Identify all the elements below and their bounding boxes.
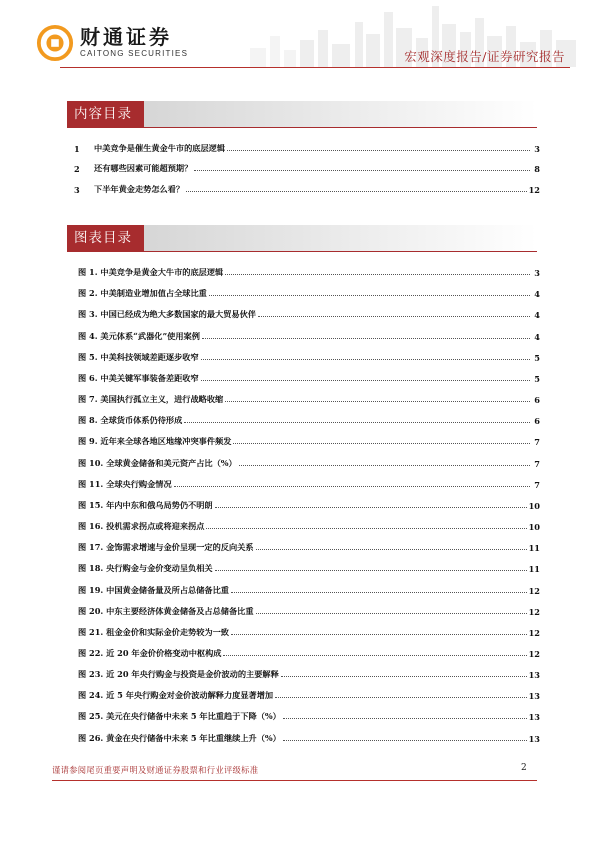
- figure-entry-page: 5: [534, 373, 540, 384]
- contents-heading-gradient: [144, 101, 537, 127]
- logo-emblem-icon: [36, 24, 74, 62]
- figures-heading-label: 图表目录: [67, 225, 144, 251]
- figure-entry-title: 图 24. 近 5 年央行购金对金价波动解释力度显著增加: [78, 690, 274, 701]
- figure-entry-page: 5: [534, 352, 540, 363]
- figure-entry-title: 图 21. 租金金价和实际金价走势较为一致: [78, 626, 229, 637]
- figure-leader-dots: [283, 718, 527, 719]
- figure-leader-dots: [174, 486, 530, 487]
- figure-leader-dots: [233, 443, 530, 444]
- figure-leader-dots: [225, 274, 530, 275]
- figure-entry[interactable]: [78, 405, 540, 426]
- figure-leader-dots: [231, 634, 527, 635]
- figure-entry-title: 图 26. 黄金在央行储备中未来 5 年比重继续上升（%）: [78, 732, 281, 743]
- figure-entry[interactable]: [78, 299, 540, 320]
- figure-entry-page: 10: [528, 522, 540, 533]
- figure-entry-title: 图 1. 中美竞争是黄金大牛市的底层逻辑: [78, 267, 224, 278]
- figure-entry-page: 4: [534, 289, 540, 300]
- figure-leader-dots: [184, 422, 530, 423]
- figure-leader-dots: [201, 380, 530, 381]
- figure-leader-dots: [283, 740, 527, 741]
- figure-entry-title: 图 17. 金饰需求增速与金价呈现一定的反向关系: [78, 542, 254, 553]
- figure-entry-page: 11: [528, 564, 540, 575]
- figure-entry[interactable]: [78, 384, 540, 405]
- contents-heading: [67, 101, 537, 127]
- figure-entry-page: 4: [534, 331, 540, 342]
- company-logo: [36, 24, 188, 62]
- figure-entry[interactable]: [78, 490, 540, 511]
- figure-entry-page: 12: [528, 648, 540, 659]
- toc-entry[interactable]: [74, 154, 540, 175]
- figure-entry[interactable]: [78, 278, 540, 299]
- figure-leader-dots: [215, 507, 527, 508]
- figure-entry-title: 图 6. 中美关键军事装备差距收窄: [78, 372, 199, 383]
- toc-leader-dots: [186, 191, 527, 192]
- logo-english-name: CAITONG SECURITIES: [80, 49, 189, 58]
- toc-entry-title: 中美竞争是催生黄金牛市的底层逻辑: [94, 142, 226, 153]
- figure-leader-dots: [201, 359, 530, 360]
- figure-entry-page: 13: [528, 691, 540, 702]
- figure-entry[interactable]: [78, 596, 540, 617]
- figure-entry[interactable]: [78, 447, 540, 468]
- toc-entry-number: 2: [74, 164, 80, 175]
- toc-leader-dots: [227, 150, 530, 151]
- report-type-label: 宏观深度报告/证券研究报告: [404, 49, 565, 64]
- figure-entry[interactable]: [78, 553, 540, 574]
- figure-leader-dots: [223, 655, 526, 656]
- figure-entry[interactable]: [78, 363, 540, 384]
- figure-entry[interactable]: [78, 342, 540, 363]
- toc-entry-page: 8: [534, 164, 540, 175]
- figure-entry-title: 图 10. 全球黄金储备和美元资产占比（%）: [78, 457, 237, 468]
- figure-leader-dots: [225, 401, 530, 402]
- figure-entry-page: 11: [528, 543, 540, 554]
- figure-entry-page: 7: [534, 458, 540, 469]
- toc-leader-dots: [194, 170, 530, 171]
- figure-leader-dots: [239, 465, 530, 466]
- footer-divider: [52, 780, 537, 781]
- figure-entry-title: 图 11. 全球央行购金情况: [78, 478, 172, 489]
- figure-entry-title: 图 5. 中美科技领域差距逐步收窄: [78, 351, 199, 362]
- figure-entry-title: 图 16. 投机需求拐点或将迎来拐点: [78, 521, 205, 532]
- figure-entry-title: 图 2. 中美制造业增加值占全球比重: [78, 288, 207, 299]
- figure-entry[interactable]: [78, 680, 540, 701]
- toc-entry-number: 3: [74, 184, 80, 195]
- figure-entry-page: 7: [534, 437, 540, 448]
- figure-entry-page: 13: [528, 670, 540, 681]
- figure-entry[interactable]: [78, 257, 540, 278]
- figures-heading-gradient: [144, 225, 537, 251]
- footer-disclaimer: 谨请参阅尾页重要声明及财通证券股票和行业评级标准: [52, 765, 259, 775]
- figure-entry[interactable]: [78, 532, 540, 553]
- figure-entry[interactable]: [78, 659, 540, 680]
- figure-entry-title: 图 9. 近年来全球各地区地缘冲突事件频发: [78, 436, 232, 447]
- figure-entry-title: 图 19. 中国黄金储备量及所占总储备比重: [78, 584, 229, 595]
- figure-entry[interactable]: [78, 469, 540, 490]
- figure-leader-dots: [256, 549, 527, 550]
- figure-entry-title: 图 8. 全球货币体系仍待形成: [78, 415, 183, 426]
- figure-entry[interactable]: [78, 320, 540, 341]
- figure-entry[interactable]: [78, 426, 540, 447]
- figure-entry-title: 图 20. 中东主要经济体黄金储备及占总储备比重: [78, 605, 254, 616]
- figure-leader-dots: [209, 295, 530, 296]
- figure-entry-page: 10: [528, 500, 540, 511]
- figure-entry-title: 图 23. 近 20 年央行购金与投资是金价波动的主要解释: [78, 669, 279, 680]
- figures-heading-rule: [67, 251, 537, 252]
- figure-entry-page: 13: [528, 712, 540, 723]
- toc-entry-page: 3: [534, 143, 540, 154]
- figure-entry-title: 图 7. 美国执行孤立主义，进行战略收缩: [78, 394, 224, 405]
- figures-list: [78, 257, 540, 744]
- page-header: [0, 0, 595, 92]
- figure-entry-page: 7: [534, 479, 540, 490]
- logo-chinese-name: 财通证券: [80, 25, 172, 49]
- contents-heading-label: 内容目录: [67, 101, 144, 127]
- figure-entry-page: 3: [534, 268, 540, 279]
- toc-entry-title: 下半年黄金走势怎么看？: [94, 183, 185, 194]
- figure-entry-page: 6: [534, 416, 540, 427]
- figure-entry-title: 图 4. 美元体系“武器化”使用案例: [78, 330, 200, 341]
- figures-heading: [67, 225, 537, 251]
- toc-entry[interactable]: [74, 174, 540, 195]
- figure-leader-dots: [202, 338, 530, 339]
- toc-entry-title: 还有哪些因素可能超预期？: [94, 163, 193, 174]
- figure-leader-dots: [258, 316, 530, 317]
- figure-entry[interactable]: [78, 722, 540, 743]
- figure-entry[interactable]: [78, 701, 540, 722]
- figure-entry-title: 图 22. 近 20 年金价价格变动中枢构成: [78, 647, 222, 658]
- figure-leader-dots: [275, 697, 527, 698]
- figure-entry[interactable]: [78, 617, 540, 638]
- toc-entry-page: 12: [528, 184, 540, 195]
- figure-entry[interactable]: [78, 511, 540, 532]
- figure-entry[interactable]: [78, 638, 540, 659]
- figure-entry-title: 图 25. 美元在央行储备中未来 5 年比重趋于下降（%）: [78, 711, 281, 722]
- figure-entry-title: 图 3. 中国已经成为绝大多数国家的最大贸易伙伴: [78, 309, 256, 320]
- figure-leader-dots: [256, 613, 527, 614]
- toc-entry-number: 1: [74, 143, 80, 154]
- figure-entry-page: 4: [534, 310, 540, 321]
- figure-leader-dots: [215, 570, 527, 571]
- figure-entry-page: 6: [534, 395, 540, 406]
- figure-entry-page: 13: [528, 733, 540, 744]
- contents-heading-rule: [67, 127, 537, 128]
- contents-list: [74, 133, 540, 195]
- figure-entry-title: 图 15. 年内中东和俄乌局势仍不明朗: [78, 499, 213, 510]
- figure-entry-page: 12: [528, 606, 540, 617]
- figure-leader-dots: [206, 528, 526, 529]
- page-number: 2: [521, 763, 527, 773]
- figure-entry-page: 12: [528, 627, 540, 638]
- header-divider: [60, 67, 570, 68]
- figure-entry-page: 12: [528, 585, 540, 596]
- figure-leader-dots: [281, 676, 527, 677]
- figure-leader-dots: [231, 592, 527, 593]
- figure-entry-title: 图 18. 央行购金与金价变动呈负相关: [78, 563, 213, 574]
- toc-entry[interactable]: [74, 133, 540, 154]
- figure-entry[interactable]: [78, 574, 540, 595]
